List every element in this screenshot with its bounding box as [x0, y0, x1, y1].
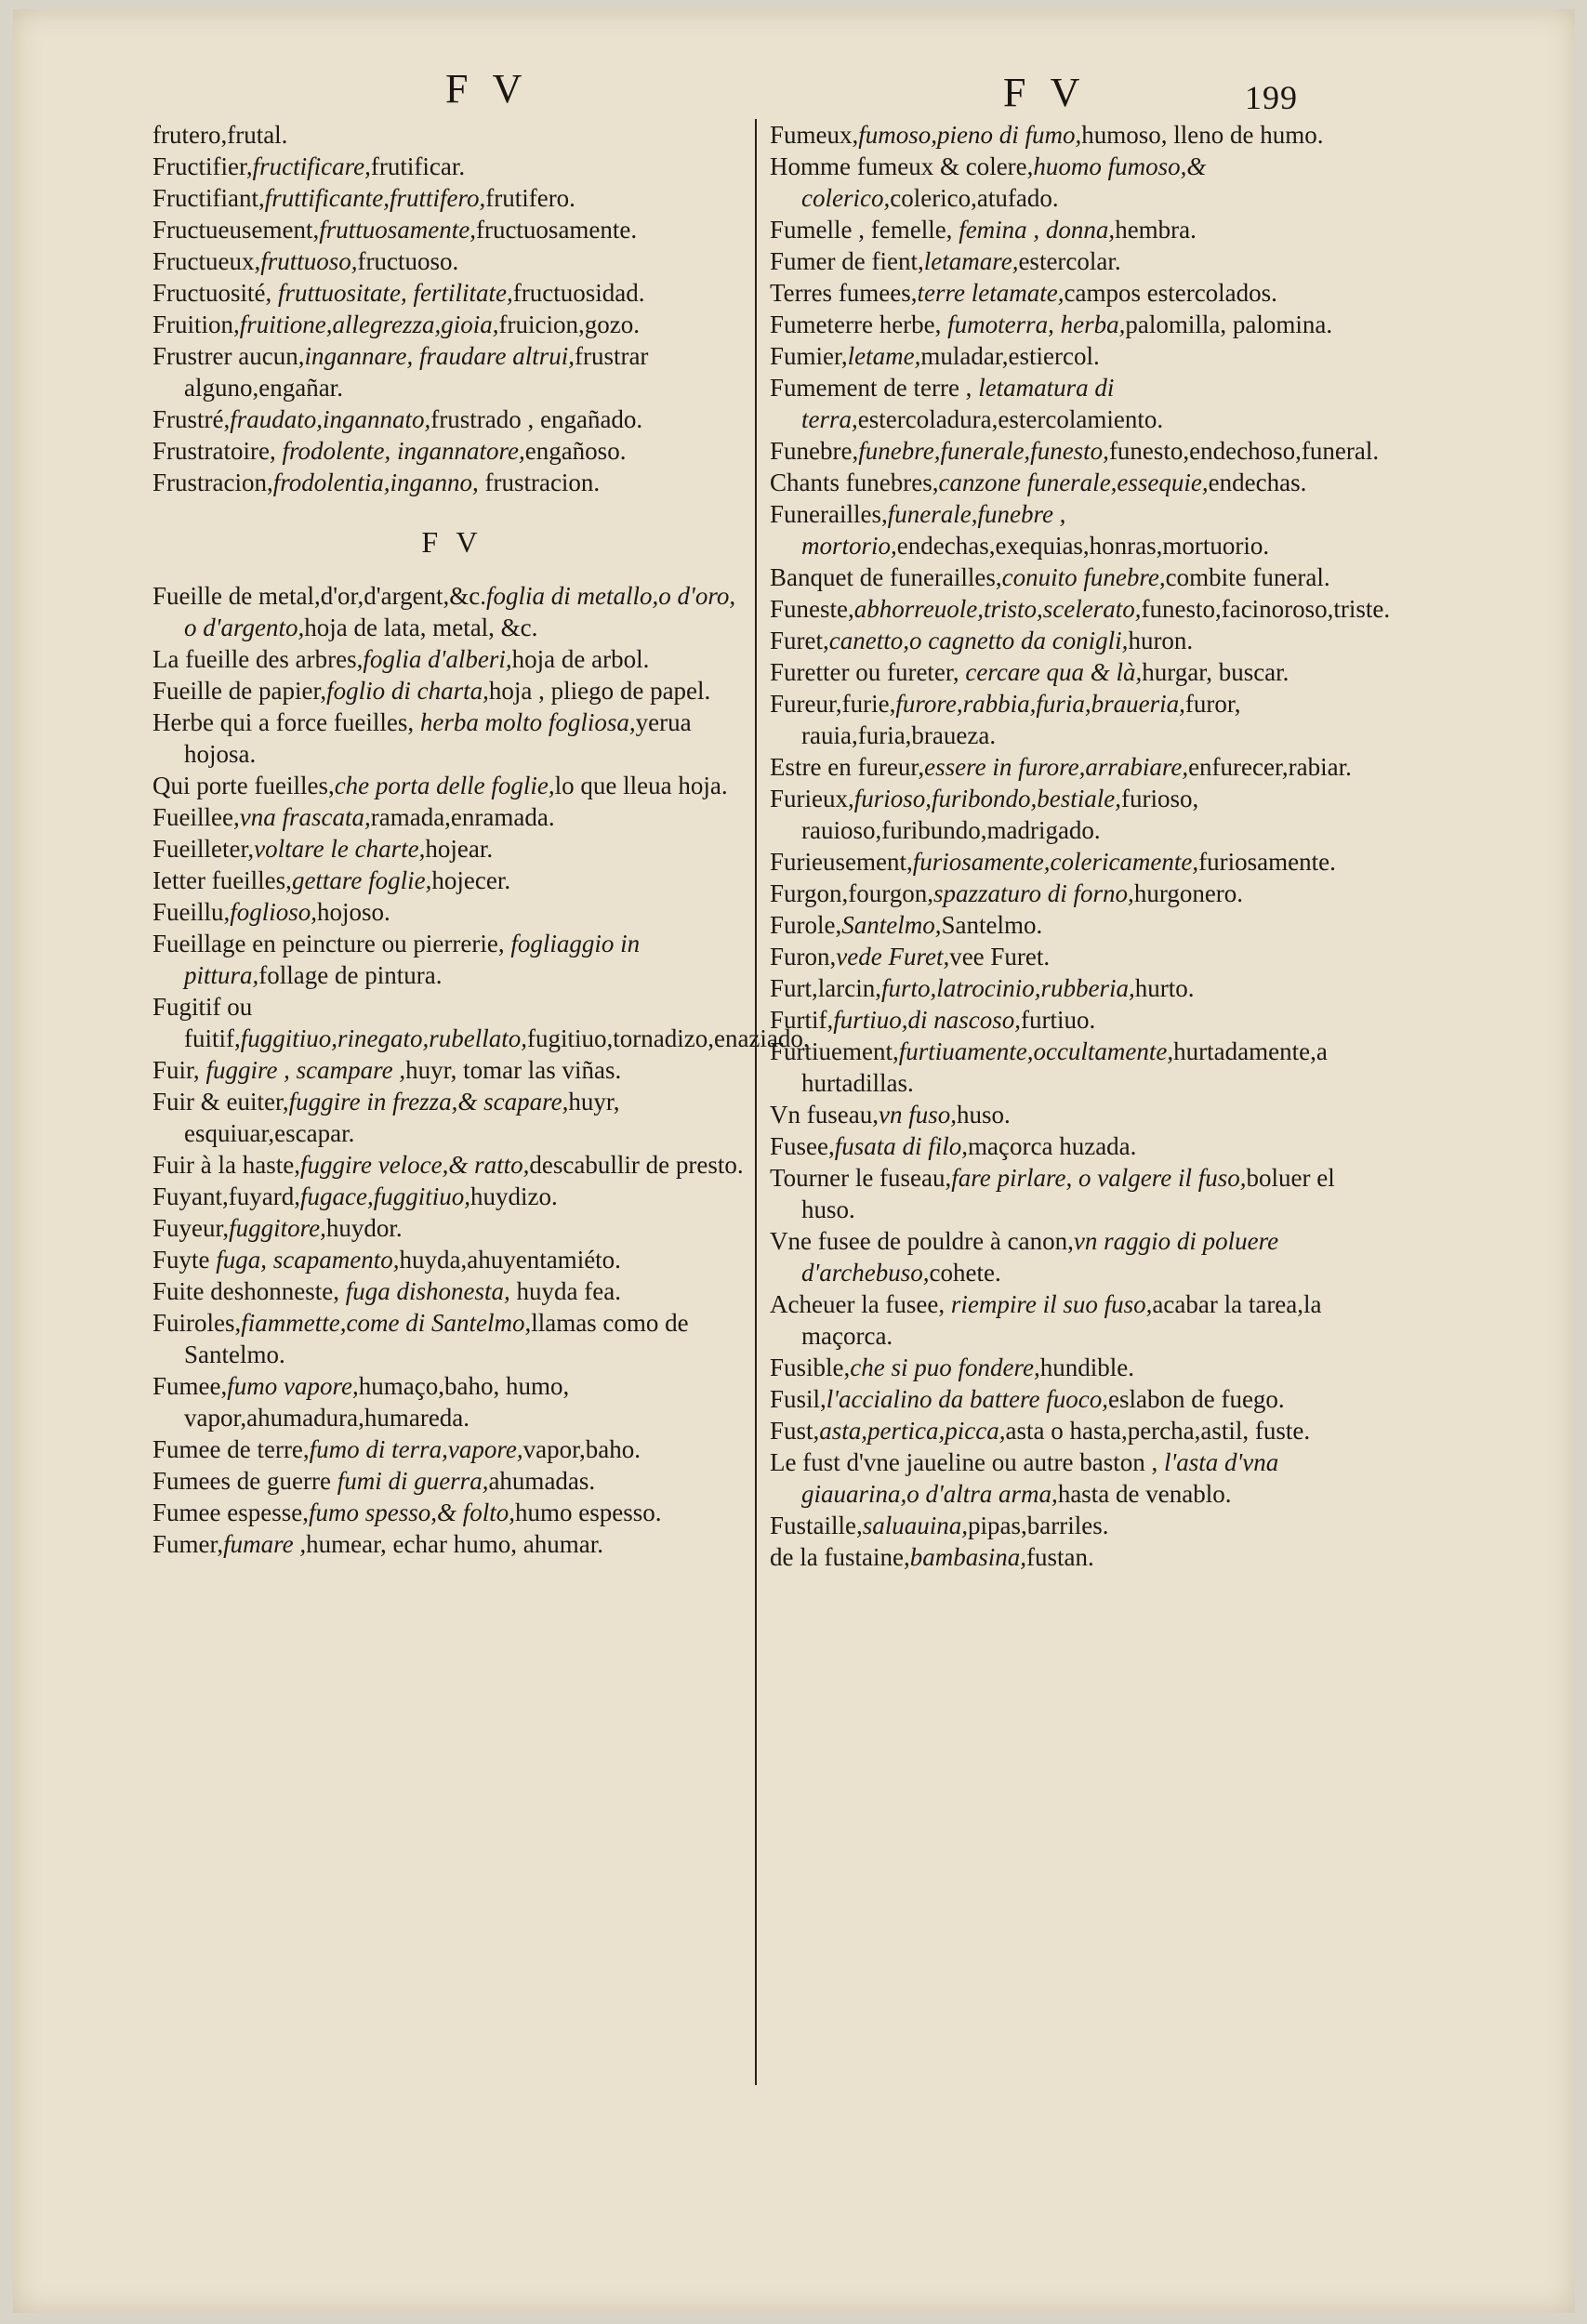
entry-french: Fumer,	[152, 1530, 224, 1558]
entry-italian: letamare,	[923, 247, 1019, 275]
entry-spanish: humoso, lleno de humo.	[1081, 121, 1324, 149]
dictionary-entry	[770, 941, 1393, 972]
entry-spanish: hasta de venablo.	[1057, 1480, 1232, 1508]
entry-french: Furet,	[770, 627, 829, 654]
entry-french: Fumee de terre,	[152, 1435, 310, 1463]
entry-italian: fruttuositate, fertilitate,	[278, 279, 513, 307]
dictionary-entry	[152, 801, 752, 833]
dictionary-entry	[770, 846, 1393, 878]
dictionary-entry	[152, 435, 752, 467]
entry-italian: l'asta d'vna giauarina,o d'altra arma,	[801, 1448, 1279, 1508]
entry-italian: ingannare, fraudare altrui,	[304, 342, 575, 370]
entry-spanish: furiosamente.	[1198, 848, 1336, 876]
entry-spanish: hurto.	[1134, 974, 1195, 1002]
dictionary-entry	[770, 340, 1393, 372]
entry-french: Fumer de fient,	[770, 247, 924, 275]
entry-italian: essere in furore,arrabiare,	[924, 753, 1189, 781]
entry-french: Fumees de guerre	[152, 1467, 337, 1495]
entry-french: Furtif,	[770, 1006, 834, 1034]
entry-italian: furtiuo,di nascoso,	[833, 1006, 1022, 1034]
dictionary-entry	[770, 751, 1393, 783]
dictionary-page	[13, 9, 1575, 2313]
entry-italian: furiosamente,colericamente,	[912, 848, 1199, 876]
entry-spanish: fruicion,gozo.	[498, 310, 640, 338]
entry-french: Homme fumeux & colere,	[770, 152, 1034, 180]
dictionary-entry	[152, 151, 752, 182]
entry-french: Fruition,	[152, 310, 240, 338]
entry-french: Fuir à la haste,	[152, 1151, 300, 1179]
entry-italian: gettare foglie,	[291, 866, 432, 894]
entry-french: Fuyeur,	[152, 1214, 230, 1242]
dictionary-entry	[152, 1086, 752, 1149]
entry-french: Banquet de funerailles,	[770, 563, 1002, 591]
entry-french: Fructueux,	[152, 247, 261, 275]
entry-french: Fumier,	[770, 342, 848, 370]
entry-spanish: frustrar alguno,engañar.	[184, 342, 649, 402]
entry-french: Fuite deshonneste,	[152, 1277, 346, 1305]
dictionary-entry	[770, 1225, 1393, 1288]
entry-french: Estre en fureur,	[770, 753, 925, 781]
entry-french: Herbe qui a force fueilles,	[152, 708, 420, 736]
entry-italian: fuga dishonesta,	[345, 1277, 517, 1305]
entry-spanish: endechas.	[1208, 469, 1307, 496]
entry-french: Fructifiant,	[152, 184, 265, 212]
entry-italian: abhorreuole,tristo,scelerato,	[853, 595, 1142, 623]
dictionary-entry	[152, 1307, 752, 1370]
dictionary-entry	[770, 656, 1393, 688]
entry-italian: letame,	[847, 342, 921, 370]
entry-italian: fumoterra, herba,	[947, 310, 1126, 338]
dictionary-entry	[152, 1212, 752, 1244]
entry-french: Fueilleter,	[152, 835, 255, 863]
dictionary-entry	[770, 1288, 1393, 1352]
entry-french: Furieux,	[770, 785, 854, 812]
entry-italian: fumo spesso,& folto,	[308, 1499, 515, 1526]
entry-italian: foglio di charta,	[326, 677, 489, 705]
entry-spanish: ahumadas.	[488, 1467, 596, 1495]
dictionary-entry	[152, 833, 752, 865]
entry-spanish: hojecer.	[431, 866, 511, 894]
dictionary-entry	[770, 214, 1393, 245]
entry-spanish: hoja de lata, metal, &c.	[304, 614, 538, 641]
entry-french: La fueille des arbres,	[152, 645, 364, 673]
entry-french: Chants funebres,	[770, 469, 939, 496]
dictionary-entry	[152, 1149, 752, 1181]
entry-spanish: furioso, rauioso,furibundo,madrigado.	[801, 785, 1199, 844]
entry-french: Fueille de papier,	[152, 677, 327, 705]
entry-spanish: huyr, tomar las viñas.	[405, 1056, 622, 1084]
entry-spanish: follage de pintura.	[258, 961, 443, 989]
dictionary-entry	[152, 340, 752, 403]
entry-italian: furioso,furibondo,bestiale,	[853, 785, 1122, 812]
entry-spanish: colerico,atufado.	[890, 184, 1059, 212]
entry-spanish: huydizo.	[469, 1182, 558, 1210]
entry-italian: foglia di metallo,o d'oro, o d'argento,	[184, 582, 736, 641]
dictionary-entry	[152, 643, 752, 675]
dictionary-entry	[770, 309, 1393, 340]
entry-french: Fumelle , femelle,	[770, 216, 959, 244]
entry-spanish: huydor.	[325, 1214, 403, 1242]
dictionary-entry	[770, 1004, 1393, 1036]
entry-italian: funebre,funerale,funesto,	[858, 437, 1109, 465]
entry-italian: fruttuoso,	[260, 247, 358, 275]
entry-italian: asta,pertica,picca,	[819, 1417, 1006, 1445]
dictionary-entry	[152, 309, 752, 340]
entry-italian: furore,rabbia,furia,braueria,	[895, 690, 1185, 718]
entry-french: Funeste,	[770, 595, 854, 623]
entry-french: Funebre,	[770, 437, 859, 465]
entry-spanish: hurtadamente,a hurtadillas.	[801, 1037, 1328, 1097]
entry-spanish: humear, echar humo, ahumar.	[306, 1530, 603, 1558]
entry-italian: letamatura di terra,	[801, 374, 1115, 433]
entry-spanish: frustracion.	[484, 469, 601, 496]
dictionary-entry	[770, 277, 1393, 309]
entry-spanish: humaço,baho, humo, vapor,ahumadura,humareda.	[184, 1372, 570, 1432]
entry-italian: vna frascata,	[239, 803, 371, 831]
entry-french: Vn fuseau,	[770, 1101, 879, 1129]
entry-italian: frodolente, ingannatore,	[282, 437, 525, 465]
dictionary-entry	[152, 1054, 752, 1086]
entry-spanish: humo espesso.	[514, 1499, 662, 1526]
entry-italian: spazzaturo di forno,	[933, 879, 1134, 907]
entry-italian: fuga, scapamento,	[216, 1246, 400, 1274]
dictionary-entry	[152, 928, 752, 991]
entry-spanish: engañoso.	[524, 437, 627, 465]
dictionary-entry	[770, 1415, 1393, 1446]
entry-french: Le fust d'vne jaueline ou autre baston ,	[770, 1448, 1164, 1476]
running-header	[13, 63, 1575, 119]
dictionary-entry	[152, 403, 752, 435]
entry-french: Furieusement,	[770, 848, 913, 876]
dictionary-entry	[152, 467, 752, 498]
entry-italian: bambasina,	[909, 1543, 1026, 1571]
entry-italian: terre letamate,	[917, 279, 1065, 307]
entry-italian: fraudato,ingannato,	[230, 405, 431, 433]
entry-spanish: huyda,ahuyentamiéto.	[399, 1246, 621, 1274]
entry-french: Frustrer aucun,	[152, 342, 305, 370]
entry-spanish: hurgar, buscar.	[1142, 658, 1289, 686]
dictionary-entry	[770, 1162, 1393, 1225]
entry-italian: fruttuosamente,	[319, 216, 476, 244]
entry-italian: saluauina,	[862, 1512, 969, 1539]
dictionary-entry	[770, 878, 1393, 909]
entry-spanish: frutificar.	[370, 152, 466, 180]
right-column	[755, 119, 1393, 2085]
entry-italian: foglioso,	[230, 898, 318, 926]
entry-spanish: fructuosidad.	[512, 279, 645, 307]
entry-french: Fructueusement,	[152, 216, 320, 244]
entry-french: frutero,frutal.	[152, 121, 288, 149]
entry-french: Fumee,	[152, 1372, 228, 1400]
dictionary-entry	[152, 245, 752, 277]
entry-italian: fogliaggio in pittura,	[184, 930, 641, 989]
entry-french: Furetter ou fureter,	[770, 658, 966, 686]
entry-italian: fumare ,	[223, 1530, 307, 1558]
entry-italian: riempire il suo fuso,	[950, 1290, 1153, 1318]
entry-spanish: llamas como de Santelmo.	[184, 1309, 689, 1368]
entry-spanish: hoja , pliego de papel.	[488, 677, 711, 705]
dictionary-entry	[152, 277, 752, 309]
entry-spanish: endechas,exequias,honras,mortuorio.	[896, 532, 1270, 560]
entry-italian: frodolentia,inganno,	[272, 469, 485, 496]
entry-spanish: yerua hojosa.	[184, 708, 692, 768]
entry-spanish: asta o hasta,percha,astil, fuste.	[1005, 1417, 1311, 1445]
dictionary-entry	[152, 119, 752, 151]
entry-spanish: hoja de arbol.	[511, 645, 650, 673]
dictionary-entry	[770, 909, 1393, 941]
dictionary-entry	[152, 675, 752, 706]
dictionary-entry	[770, 561, 1393, 593]
entry-french: Furt,larcin,	[770, 974, 881, 1002]
entry-italian: vn fuso,	[878, 1101, 957, 1129]
dictionary-entry	[770, 688, 1393, 751]
entry-spanish: combite funeral.	[1165, 563, 1330, 591]
entry-spanish: fructuosamente.	[475, 216, 638, 244]
dictionary-entry	[152, 1244, 752, 1275]
entry-italian: che porta delle foglie,	[334, 772, 555, 799]
entry-french: Fureur,furie,	[770, 690, 896, 718]
entry-italian: furtiuamente,occultamente,	[898, 1037, 1174, 1065]
entry-spanish: hojear.	[425, 835, 494, 863]
entry-spanish: fugitiuo,tornadizo,enaziado.	[527, 1024, 810, 1052]
dictionary-entry	[152, 706, 752, 770]
dictionary-entry	[770, 1541, 1393, 1573]
entry-spanish: boluer el huso.	[801, 1164, 1335, 1223]
entry-french: Furgon,fourgon,	[770, 879, 934, 907]
entry-spanish: fustan.	[1025, 1543, 1094, 1571]
entry-french: Fructifier,	[152, 152, 253, 180]
entry-french: Frustracion,	[152, 469, 273, 496]
dictionary-entry	[770, 783, 1393, 846]
entry-spanish: funesto,endechoso,funeral.	[1108, 437, 1380, 465]
entry-french: Furtiuement,	[770, 1037, 899, 1065]
dictionary-entry	[152, 580, 752, 643]
entry-italian: canetto,o cagnetto da conigli,	[828, 627, 1129, 654]
entry-italian: voltare le charte,	[254, 835, 426, 863]
entry-french: Vne fusee de pouldre à canon,	[770, 1227, 1074, 1255]
entry-spanish: ramada,enramada.	[370, 803, 555, 831]
entry-spanish: frutifero.	[485, 184, 575, 212]
section-heading: F V	[421, 525, 483, 559]
right-running-head: F V	[1003, 70, 1088, 115]
dictionary-entry	[152, 182, 752, 214]
entry-italian: fuggitiuo,rinegato,rubellato,	[240, 1024, 527, 1052]
entry-spanish: huyda fea.	[516, 1277, 621, 1305]
entry-italian: fuggire in frezza,& scapare,	[288, 1088, 569, 1116]
dictionary-entry	[770, 1352, 1393, 1383]
entry-french: Frustré,	[152, 405, 231, 433]
entry-spanish: acabar la tarea,la maçorca.	[801, 1290, 1322, 1350]
entry-french: Funerailles,	[770, 500, 888, 528]
entry-french: Ietter fueilles,	[152, 866, 292, 894]
entry-spanish: muladar,estiercol.	[920, 342, 1100, 370]
entry-italian: fugace,fuggitiuo,	[299, 1182, 470, 1210]
dictionary-entry	[770, 498, 1393, 561]
entry-french: Fumeux,	[770, 121, 859, 149]
entry-spanish: eslabon de fuego.	[1108, 1385, 1285, 1413]
dictionary-entry	[152, 1275, 752, 1307]
entry-spanish: hurgonero.	[1133, 879, 1244, 907]
entry-french: Fumement de terre ,	[770, 374, 979, 402]
entry-italian: fare pirlare, o valgere il fuso,	[951, 1164, 1247, 1192]
dictionary-entry	[152, 1465, 752, 1497]
entry-spanish: Santelmo.	[941, 911, 1043, 939]
dictionary-entry	[770, 435, 1393, 467]
dictionary-entry	[770, 625, 1393, 656]
entry-italian: fusata di filo,	[834, 1132, 969, 1160]
entry-french: de la fustaine,	[770, 1543, 910, 1571]
entry-spanish: maçorca huzada.	[968, 1132, 1137, 1160]
dictionary-entry	[770, 245, 1393, 277]
entry-italian: fumi di guerra,	[337, 1467, 489, 1495]
entry-italian: huomo fumoso,& colerico,	[801, 152, 1207, 212]
entry-spanish: lo que lleua hoja.	[554, 772, 728, 799]
entry-spanish: palomilla, palomina.	[1125, 310, 1333, 338]
entry-italian: vede Furet,	[836, 943, 950, 971]
entry-french: Qui porte fueilles,	[152, 772, 335, 799]
entry-spanish: frustrado , engañado.	[430, 405, 643, 433]
entry-italian: fuggire , scampare ,	[205, 1056, 406, 1084]
dictionary-entry	[152, 1181, 752, 1212]
entry-spanish: estercoladura,estercolamiento.	[857, 405, 1164, 433]
dictionary-entry	[770, 1446, 1393, 1510]
entry-italian: fumo di terra,vapore,	[309, 1435, 523, 1463]
entry-french: Fueillee,	[152, 803, 240, 831]
dictionary-entry	[152, 1370, 752, 1433]
dictionary-entry	[770, 1099, 1393, 1130]
entry-french: Fusil,	[770, 1385, 827, 1413]
entry-italian: fuggire veloce,& ratto,	[299, 1151, 530, 1179]
entry-spanish: campos estercolados.	[1064, 279, 1277, 307]
entry-french: Fusee,	[770, 1132, 835, 1160]
entry-french: Fuiroles,	[152, 1309, 242, 1337]
entry-french: Furole,	[770, 911, 842, 939]
entry-spanish: funesto,facinoroso,triste.	[1141, 595, 1391, 623]
entry-italian: foglia d'alberi,	[363, 645, 512, 673]
dictionary-entry	[770, 467, 1393, 498]
dictionary-entry	[152, 865, 752, 896]
entry-italian: cercare qua & là,	[965, 658, 1143, 686]
entry-spanish: estercolar.	[1018, 247, 1121, 275]
entry-french: Fueillage en peincture ou pierrerie,	[152, 930, 511, 957]
entry-french: Acheuer la fusee,	[770, 1290, 951, 1318]
entry-spanish: furtiuo.	[1021, 1006, 1096, 1034]
entry-italian: fuggitore,	[229, 1214, 326, 1242]
entry-italian: fructificare,	[252, 152, 371, 180]
entry-italian: femina , donna,	[959, 216, 1116, 244]
entry-french: Tourner le fuseau,	[770, 1164, 952, 1192]
entry-italian: fiammette,come di Santelmo,	[241, 1309, 532, 1337]
dictionary-entry	[770, 1036, 1393, 1099]
entry-italian: Santelmo,	[841, 911, 942, 939]
left-running-head: F V	[445, 66, 530, 112]
entry-spanish: vee Furet.	[949, 943, 1051, 971]
entry-spanish: hojoso.	[317, 898, 390, 926]
entry-french: Fueillu,	[152, 898, 231, 926]
dictionary-entry	[152, 1528, 752, 1560]
right-entries	[770, 119, 1393, 1573]
entry-italian: fruitione,allegrezza,gioia,	[239, 310, 499, 338]
entry-french: Fueille de metal,d'or,d'argent,&c.	[152, 582, 487, 610]
entry-french: Fugitif ou fuitif,	[152, 993, 253, 1052]
entry-french: Fuir & euiter,	[152, 1088, 289, 1116]
entry-italian: vn raggio di poluere d'archebuso,	[801, 1227, 1279, 1287]
entry-spanish: vapor,baho.	[522, 1435, 641, 1463]
entry-french: Fusible,	[770, 1353, 851, 1381]
entry-french: Fuir,	[152, 1056, 206, 1084]
dictionary-entry	[770, 372, 1393, 435]
entry-italian: herba molto fogliosa,	[419, 708, 636, 736]
entry-spanish: fructuoso.	[357, 247, 459, 275]
entry-french: Furon,	[770, 943, 837, 971]
dictionary-entry	[770, 1510, 1393, 1541]
dictionary-entry	[152, 1433, 752, 1465]
entry-french: Fuyte	[152, 1246, 217, 1274]
dictionary-entry	[152, 770, 752, 801]
dictionary-entry	[770, 151, 1393, 214]
dictionary-entry	[770, 972, 1393, 1004]
entry-spanish: huron.	[1128, 627, 1194, 654]
entry-italian: canzone funerale,essequie,	[938, 469, 1209, 496]
entry-french: Fustaille,	[770, 1512, 863, 1539]
dictionary-entry	[770, 1383, 1393, 1415]
entry-spanish: furor, rauia,furia,braueza.	[801, 690, 1241, 749]
entry-french: Fumeterre herbe,	[770, 310, 948, 338]
dictionary-entry	[770, 593, 1393, 625]
dictionary-entry	[770, 1130, 1393, 1162]
entry-french: Frustratoire,	[152, 437, 283, 465]
entry-italian: fumoso,pieno di fumo,	[858, 121, 1082, 149]
entry-spanish: enfurecer,rabiar.	[1188, 753, 1352, 781]
left-entries-a	[152, 119, 752, 498]
dictionary-entry	[152, 896, 752, 928]
entry-italian: l'accialino da battere fuoco,	[826, 1385, 1108, 1413]
entry-french: Fumee espesse,	[152, 1499, 309, 1526]
entry-italian: furto,latrocinio,rubberia,	[880, 974, 1135, 1002]
entry-spanish: huyr, esquiuar,escapar.	[184, 1088, 620, 1147]
dictionary-entry	[152, 214, 752, 245]
entry-italian: conuito funebre,	[1001, 563, 1166, 591]
dictionary-entry	[770, 119, 1393, 151]
entry-spanish: huso.	[956, 1101, 1011, 1129]
entry-spanish: pipas,barriles.	[968, 1512, 1109, 1539]
dictionary-entry	[152, 1497, 752, 1528]
entry-italian: funerale,funebre , mortorio,	[801, 500, 1066, 560]
entry-french: Terres fumees,	[770, 279, 918, 307]
entry-french: Fuyant,fuyard,	[152, 1182, 300, 1210]
entry-italian: che si puo fondere,	[850, 1353, 1040, 1381]
entry-spanish: hundible.	[1039, 1353, 1134, 1381]
entry-italian: fumo vapore,	[227, 1372, 359, 1400]
entry-italian: fruttificante,fruttifero,	[264, 184, 486, 212]
entry-spanish: hembra.	[1115, 216, 1197, 244]
page-number: 199	[1245, 79, 1298, 116]
entry-spanish: cohete.	[929, 1259, 1001, 1287]
entry-spanish: descabullir de presto.	[529, 1151, 744, 1179]
entry-french: Fructuosité,	[152, 279, 278, 307]
entry-french: Fust,	[770, 1417, 820, 1445]
